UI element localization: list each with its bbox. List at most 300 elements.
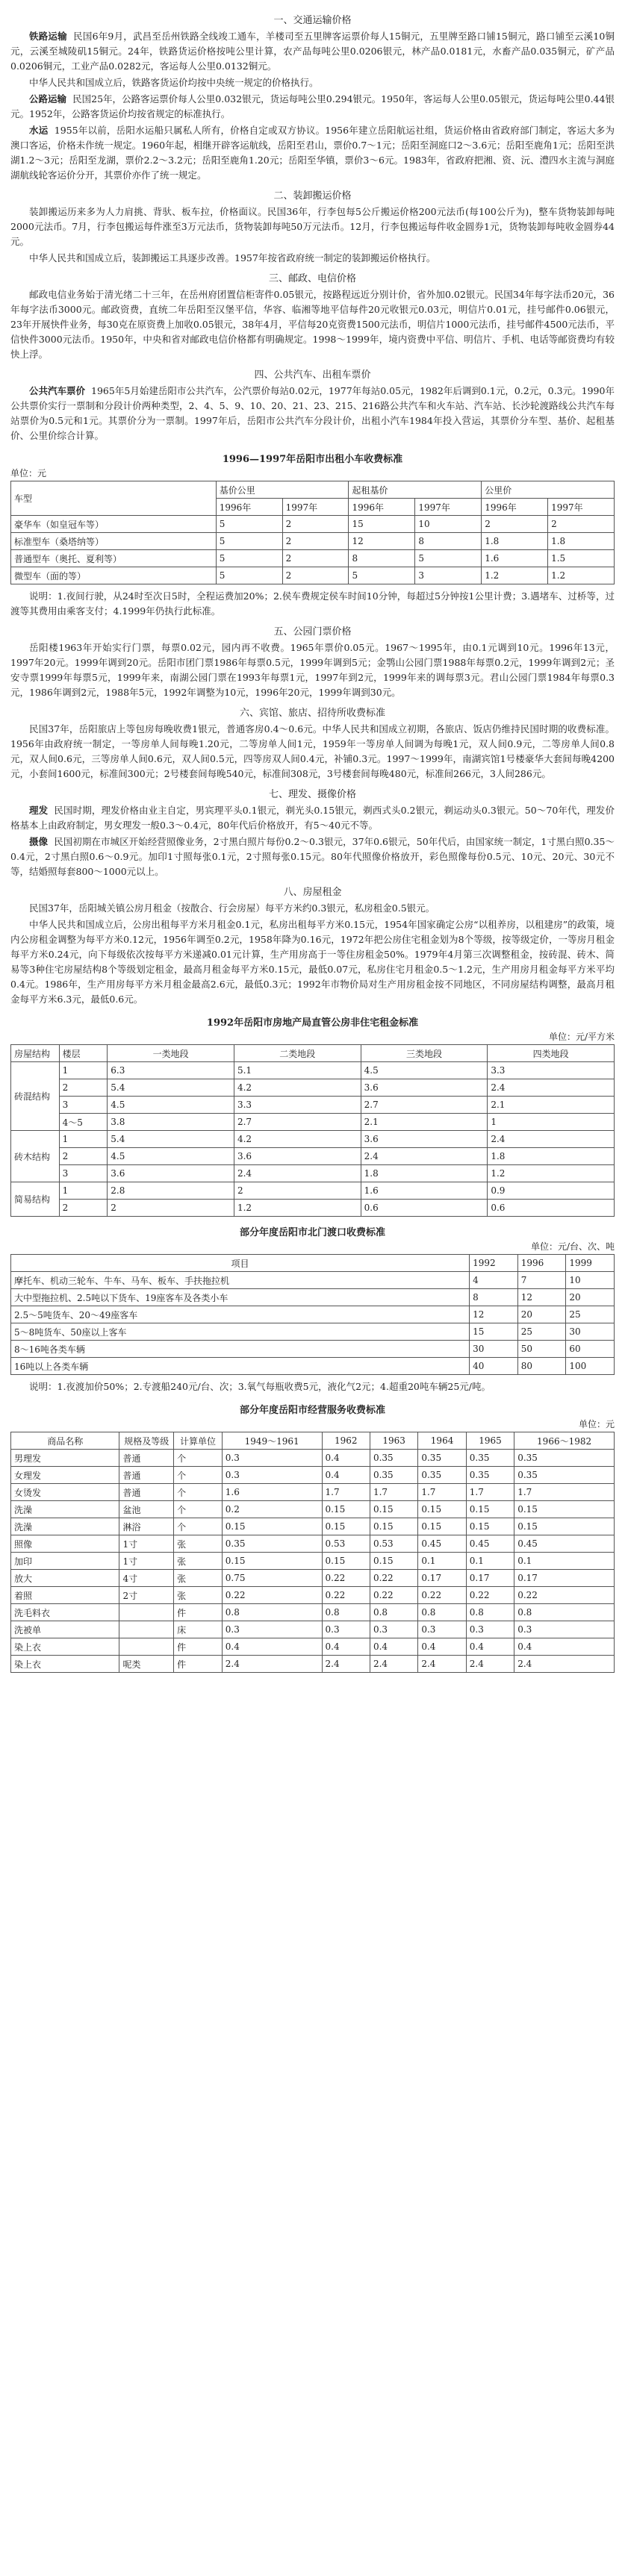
table-cell: 1寸: [119, 1535, 174, 1553]
table-cell: 0.53: [322, 1535, 370, 1553]
header-cell: 1999: [566, 1255, 615, 1272]
table-cell: 床: [174, 1621, 223, 1638]
table-cell: 0.15: [370, 1518, 417, 1535]
header-cell: 1996年: [482, 499, 548, 516]
table-row: [11, 1535, 615, 1553]
header-cell: 二类地段: [234, 1045, 361, 1062]
table-cell: 0.4: [322, 1450, 370, 1467]
table-cell: 0.35: [514, 1467, 615, 1484]
taxi-table-note: 说明：1.夜间行驶，从24时至次日5时，全程运费加20%；2.侯车费规定侯车时间10分钟，每超过5分钟按1公里计费；3.遇堵车、过桥等，过渡等其费用由乘客支付；4.1999年仍执行此标准。: [10, 590, 615, 617]
paragraph-lead: 摄像: [29, 836, 49, 847]
table-cell: 1: [59, 1131, 108, 1148]
header-cell: 基价公里: [216, 481, 349, 499]
table-cell: 染上衣: [11, 1638, 119, 1656]
table-cell: 4: [470, 1272, 518, 1289]
paragraph-lead: 公路运输: [29, 93, 67, 105]
table-cell: 5: [349, 567, 415, 584]
table-cell: 0.4: [418, 1638, 466, 1656]
table-row: [11, 1621, 615, 1638]
table-cell: 4.5: [108, 1097, 234, 1114]
table-row: [11, 1200, 615, 1217]
table-cell: 15: [470, 1323, 518, 1341]
ferry-table: [10, 1254, 615, 1375]
table-cell: 1.7: [322, 1484, 370, 1501]
header-cell: 1992: [470, 1255, 518, 1272]
table-cell: 40: [470, 1358, 518, 1375]
table-cell: 0.3: [322, 1621, 370, 1638]
table-cell: 0.45: [418, 1535, 466, 1553]
table-cell: 0.4: [466, 1638, 514, 1656]
table-cell: 0.17: [418, 1570, 466, 1587]
table-cell: [119, 1604, 174, 1621]
table-cell: 5～8吨货车、50座以上客车: [11, 1323, 470, 1341]
table-cell: 0.3: [370, 1621, 417, 1638]
table-cell: 3: [59, 1165, 108, 1182]
table-cell: 2寸: [119, 1587, 174, 1604]
table-cell: 50: [517, 1341, 566, 1358]
table-row: [11, 1518, 615, 1535]
table-cell: 0.45: [514, 1535, 615, 1553]
table-cell: 0.35: [466, 1467, 514, 1484]
table-cell: 1.7: [514, 1484, 615, 1501]
table-row: [11, 1501, 615, 1518]
table-cell: 1.2: [482, 567, 548, 584]
table-cell: 2: [59, 1148, 108, 1165]
table-row: [11, 1306, 615, 1323]
table-cell: 3: [59, 1097, 108, 1114]
table-row: [11, 550, 615, 567]
header-cell: 1996年: [216, 499, 282, 516]
table-cell: 普通: [119, 1450, 174, 1467]
table-row: [11, 1358, 615, 1375]
table-cell: 0.1: [466, 1553, 514, 1570]
table-cell: 2: [282, 550, 349, 567]
table-cell: 0.22: [370, 1570, 417, 1587]
table-header-row: [11, 481, 615, 499]
table-cell: 0.15: [514, 1501, 615, 1518]
table-cell: 3.6: [108, 1165, 234, 1182]
table-cell: 件: [174, 1656, 223, 1673]
header-cell: 1965: [466, 1432, 514, 1450]
table-cell: 2: [59, 1079, 108, 1097]
table-cell: 0.4: [514, 1638, 615, 1656]
table-cell: 0.15: [466, 1518, 514, 1535]
table-cell: 8: [415, 533, 482, 550]
table-cell: 淋浴: [119, 1518, 174, 1535]
table-cell: 5: [415, 550, 482, 567]
paragraph: [10, 803, 615, 833]
table-header-row: [11, 1255, 615, 1272]
table-cell: 0.35: [222, 1535, 322, 1553]
service-table: [10, 1432, 615, 1673]
table-row: [11, 1079, 615, 1097]
table-cell: 女烫发: [11, 1484, 119, 1501]
paragraph-lead: 公共汽车票价: [29, 385, 86, 396]
table-cell: 0.35: [370, 1450, 417, 1467]
paragraph: [10, 205, 615, 249]
table-cell: 0.8: [466, 1604, 514, 1621]
table-row: [11, 1467, 615, 1484]
table-row: [11, 533, 615, 550]
paragraph: [10, 835, 615, 879]
table-cell: 1.6: [482, 550, 548, 567]
table-cell: 摩托车、机动三轮车、牛车、马车、板车、手扶拖拉机: [11, 1272, 470, 1289]
table-cell: 3.3: [234, 1097, 361, 1114]
header-cell: 1964: [418, 1432, 466, 1450]
table-cell: 0.35: [466, 1450, 514, 1467]
paragraph: [10, 29, 615, 74]
table-cell: 16吨以上各类车辆: [11, 1358, 470, 1375]
table-cell: 1.6: [222, 1484, 322, 1501]
table-cell: 10: [566, 1272, 615, 1289]
table-cell: 2.4: [488, 1079, 615, 1097]
header-cell: 一类地段: [108, 1045, 234, 1062]
table-row: [11, 1656, 615, 1673]
table-cell: 2.4: [370, 1656, 417, 1673]
paragraph-text: 岳阳楼1963年开始实行门票，每票0.02元，园内再不收费。1965年票价0.05元。1967～1995年，由0.1元调到10元。1996年13元，1997年20元。1999年调到20元。岳阳市团门票1986年每票0.5元，1999年调到5元；金鹗山公园门票1988年每票0.2元，1999年调到2元；圣安寺票1999年每票5元，1999年来，南湖公园门票在1993年每票1元，1997年到2元，1999年来的调每票3元。君山公园门票1984年每票0.3元，1986年调到2元，1988年5元，1992年调整为10元，1996年20元，1999年调到30元。: [10, 642, 615, 698]
table-row: [11, 1182, 615, 1200]
table-cell: 0.8: [370, 1604, 417, 1621]
table-row: [11, 1323, 615, 1341]
section-heading: 七、理发、摄像价格: [268, 789, 356, 800]
table-cell: 洗被单: [11, 1621, 119, 1638]
table-row: [11, 1289, 615, 1306]
table-cell: 12: [470, 1306, 518, 1323]
rent-table-title: 1992年岳阳市房地产局直管公房非住宅租金标准: [206, 1017, 419, 1029]
paragraph-text: 1965年5月始建岳阳市公共汽车，公汽票价每站0.02元，1977年每站0.05元，1982年后调到0.1元，0.2元，0.3元。1990年公共票价实行一票制和分段计价两种类型，2、4、5、9、10、20、21、23、215、216路公共汽车和火车站、汽车站、长沙轮渡路线公共汽车每站票价为0.5元和1元。其票价分为一票制。1997年后，岳阳市公共汽车分段计价，出租小汽车1984年投入营运，其票价分车型、基价、起租基价、公里价综合计算。: [10, 385, 615, 441]
section-heading: 五、公园门票价格: [273, 626, 352, 637]
table-cell: 3.6: [361, 1131, 488, 1148]
header-cell: 四类地段: [488, 1045, 615, 1062]
table-cell: 2: [282, 533, 349, 550]
table-cell: 2: [59, 1200, 108, 1217]
table-cell: 3: [415, 567, 482, 584]
table-row: [11, 1450, 615, 1467]
paragraph: [10, 384, 615, 443]
table-cell: 砖混结构: [11, 1062, 60, 1131]
table-cell: 个: [174, 1450, 223, 1467]
rent-table-unit: 单位：元/平方米: [548, 1032, 615, 1042]
table-cell: 1.7: [370, 1484, 417, 1501]
table-cell: 0.22: [418, 1587, 466, 1604]
table-cell: 2: [234, 1182, 361, 1200]
table-cell: 60: [566, 1341, 615, 1358]
header-cell: 1949～1961: [222, 1432, 322, 1450]
table-cell: 0.17: [514, 1570, 615, 1587]
table-row: [11, 1165, 615, 1182]
table-cell: 15: [349, 516, 415, 533]
taxi-table-title: 1996—1997年岳阳市出租小车收费标准: [222, 454, 403, 465]
table-cell: [119, 1638, 174, 1656]
table-cell: 5: [216, 550, 282, 567]
table-cell: 1.8: [488, 1148, 615, 1165]
paragraph-text: 民国初期在市城区开始经营照像业务，2寸黑白照片每份0.2～0.3银元，37年0.6银元，50年代后，由国家统一制定，1寸黑白照0.35～0.4元，2寸黑白照0.6～0.9元。加印1寸照每张0.1元，2寸照每张0.15元。80年代照像价格放开，彩色照像每份0.5元、10元、20元、30元不等，结婚照每套800～1000元以上。: [10, 836, 615, 877]
paragraph: [10, 640, 615, 700]
table-cell: 0.3: [466, 1621, 514, 1638]
table-cell: 2.7: [234, 1114, 361, 1131]
header-cell: 1997年: [548, 499, 615, 516]
table-cell: 洗澡: [11, 1501, 119, 1518]
table-row: [11, 1484, 615, 1501]
table-cell: 0.17: [466, 1570, 514, 1587]
paragraph-text: 中华人民共和国成立后，铁路客货运价均按中央统一规定的价格执行。: [29, 77, 319, 88]
paragraph-text: 中华人民共和国成立后，公房出租每平方米月租金0.1元，私房出租每平方米0.15元，1954年国家确定公房“以租养房，以租建房”的政策，境内公房租金调整为每平方米0.12元，1956年调至0.2元，1958年降为0.16元，1972年把公房住宅租金划为8个等级，按等级定价，一等房月租金每平方米0.24元，向下每级依次按每平方米递减0.01元计算，生产用房高于一等住房租金50%。1979年4月第三次调整租金，按砖混、砖木、简易等3种住宅房屋结构8个等级划定租金，最高月租金每平方米0.15元，最低0.07元，私房住宅月租金0.5～1.2元，生产用房月租金每平方米平均0.4元。1986年，生产用房每平方米月租金最高2.6元，最低0.3元；1992年市物价局对生产用房租金按不同地区，不同房屋结构调整，最高月租金每平方米6.3元，最低0.6元。: [10, 919, 615, 1005]
header-cell: 1997年: [282, 499, 349, 516]
header-cell: 房屋结构: [11, 1045, 60, 1062]
table-cell: 0.15: [370, 1501, 417, 1518]
table-cell: 0.15: [418, 1518, 466, 1535]
table-cell: 砖木结构: [11, 1131, 60, 1182]
header-cell: 计算单位: [174, 1432, 223, 1450]
table-cell: 2.5～5吨货车、20～49座客车: [11, 1306, 470, 1323]
taxi-fare-table: [10, 481, 615, 584]
table-cell: 豪华车（如皇冠车等）: [11, 516, 217, 533]
table-cell: 4寸: [119, 1570, 174, 1587]
table-cell: 3.3: [488, 1062, 615, 1079]
table-cell: 男理发: [11, 1450, 119, 1467]
table-cell: 25: [517, 1323, 566, 1341]
table-cell: 0.3: [222, 1467, 322, 1484]
table-cell: 0.4: [322, 1638, 370, 1656]
table-cell: 简易结构: [11, 1182, 60, 1217]
paragraph: [10, 92, 615, 122]
table-cell: 0.3: [222, 1450, 322, 1467]
table-cell: 5: [216, 567, 282, 584]
table-cell: 染上衣: [11, 1656, 119, 1673]
table-cell: 0.6: [488, 1200, 615, 1217]
table-cell: 0.4: [322, 1467, 370, 1484]
service-table-unit: 单位：元: [578, 1419, 615, 1429]
table-cell: 着照: [11, 1587, 119, 1604]
table-cell: 0.22: [466, 1587, 514, 1604]
table-cell: 1.7: [418, 1484, 466, 1501]
paragraph-text: 1955年以前，岳阳水运船只属私人所有，价格自定或双方协议。1956年建立岳阳航运社组，货运价格由省政府部门制定，客运大多为澳口客运，价格未作统一规定。1960年起，相继开辟客运航线，岳阳至君山，票价0.7～1元；岳阳至洞庭口2～3.6元；岳阳至鹿角1元；岳阳至洪湖1.2～3元；岳阳至龙湖，票价2.2～3.2元；岳阳至鹿角1.20元；岳阳至华镇，票价3～6元。1983年，省政府把湘、资、沅、澧四水主流与洞庭湖航线轮客运价分开，其票价亦作了统一规定。: [10, 125, 615, 181]
section-heading: 四、公共汽车、出租车票价: [254, 369, 371, 381]
table-cell: 张: [174, 1535, 223, 1553]
table-cell: 2: [108, 1200, 234, 1217]
table-cell: 0.15: [370, 1553, 417, 1570]
table-cell: 普通型车（奥托、夏利等）: [11, 550, 217, 567]
table-cell: 0.8: [222, 1604, 322, 1621]
table-row: [11, 1062, 615, 1079]
table-cell: 4.2: [234, 1079, 361, 1097]
section-heading: 二、装卸搬运价格: [273, 190, 352, 202]
table-row: [11, 1097, 615, 1114]
table-cell: 7: [517, 1272, 566, 1289]
table-cell: 个: [174, 1518, 223, 1535]
table-cell: 2.4: [488, 1131, 615, 1148]
table-cell: 2.1: [361, 1114, 488, 1131]
table-cell: 2.7: [361, 1097, 488, 1114]
table-cell: 12: [349, 533, 415, 550]
table-row: [11, 567, 615, 584]
table-cell: 0.45: [466, 1535, 514, 1553]
table-cell: 1.2: [548, 567, 615, 584]
table-row: [11, 1341, 615, 1358]
table-cell: 件: [174, 1604, 223, 1621]
table-cell: 2.8: [108, 1182, 234, 1200]
table-cell: 0.22: [222, 1587, 322, 1604]
section-heading: 三、邮政、电信价格: [268, 273, 356, 284]
table-cell: 2: [282, 567, 349, 584]
table-cell: 1: [59, 1182, 108, 1200]
table-row: [11, 1131, 615, 1148]
table-cell: 2.4: [418, 1656, 466, 1673]
paragraph-text: 民国6年9月，武昌至岳州铁路全线竣工通车，羊楼司至五里牌客运票价每人15铜元，五里牌至路口铺15铜元，路口铺至云溪10铜元，云溪至城陵矶15铜元。24年，铁路货运价格按吨公里计算，农产品每吨公里0.0206银元，林产品0.0181元，水畜产品0.035铜元，矿产品0.0206铜元，工业产品0.0282元，客运每人公里0.0132铜元。: [10, 31, 615, 72]
table-cell: 照像: [11, 1535, 119, 1553]
table-cell: 0.8: [514, 1604, 615, 1621]
table-cell: 0.8: [322, 1604, 370, 1621]
paragraph-lead: 理发: [29, 805, 49, 816]
table-cell: 0.35: [370, 1467, 417, 1484]
table-cell: 3.8: [108, 1114, 234, 1131]
section-heading: 一、交通运输价格: [273, 15, 352, 26]
table-cell: 0.3: [418, 1621, 466, 1638]
table-cell: 2.1: [488, 1097, 615, 1114]
table-cell: 件: [174, 1638, 223, 1656]
header-cell: 1962: [322, 1432, 370, 1450]
paragraph: [10, 287, 615, 362]
table-cell: 2: [482, 516, 548, 533]
table-cell: 0.1: [514, 1553, 615, 1570]
table-cell: 100: [566, 1358, 615, 1375]
rent-table: [10, 1044, 615, 1217]
table-cell: 0.4: [222, 1638, 322, 1656]
table-cell: 1.5: [548, 550, 615, 567]
table-cell: 4.5: [108, 1148, 234, 1165]
table-cell: 个: [174, 1484, 223, 1501]
section-heading: 八、房屋租金: [283, 887, 342, 898]
table-cell: 0.75: [222, 1570, 322, 1587]
table-cell: 洗澡: [11, 1518, 119, 1535]
table-header-row: [11, 1045, 615, 1062]
paragraph-text: 民国25年，公路客运票价每人公里0.032银元，货运每吨公里0.294银元。1950年，客运每人公里0.05银元，货运每吨公里0.44银元。1952年，公路客货运价均按省规定的标准执行。: [10, 93, 615, 119]
table-cell: 0.15: [222, 1518, 322, 1535]
table-cell: 5.4: [108, 1131, 234, 1148]
table-cell: 6.3: [108, 1062, 234, 1079]
table-cell: 0.35: [418, 1467, 466, 1484]
ferry-table-unit: 单位：元/台、次、吨: [530, 1241, 615, 1252]
table-cell: 0.35: [418, 1450, 466, 1467]
table-cell: 4～5: [59, 1114, 108, 1131]
ferry-table-note: 说明：1.夜渡加价50%；2.专渡船240元/台、次；3.氧气每瓶收费5元，液化气2元；4.超重20吨车辆25元/吨。: [29, 1381, 491, 1392]
table-cell: 25: [566, 1306, 615, 1323]
table-cell: 1.8: [482, 533, 548, 550]
table-cell: 放大: [11, 1570, 119, 1587]
paragraph-text: 装卸搬运历来多为人力肩挑、背驮、板车拉，价格面议。民国36年，行李包每5公斤搬运价格200元法币(每100公斤为)，整车货物装卸每吨2000元法币。7月，行李包搬运每件涨至3万元法币，货物装卸每吨50万元法币。12月，行李包搬运每件收金圆券1元，货物装卸每吨收金圆券44元。: [10, 206, 615, 247]
table-cell: 20: [517, 1306, 566, 1323]
header-cell: 公里价: [482, 481, 615, 499]
table-cell: 5: [216, 516, 282, 533]
table-row: [11, 1272, 615, 1289]
paragraph-text: 邮政电信业务始于清光绪二十三年，在岳州府团置信柜寄件0.05银元，按路程远近分别计价，省外加0.02银元。民国34年每字法币20元，36年每字法币3000元。邮政资费，直统二年岳阳至汉堡平信，华容、临湘等地平信每件20元收银元0.03元，明信片0.01元，挂号邮件0.06银元，23年开展快件业务，每30克在原资费上加收0.05银元，38年4月，平信每20克资费1500元法币，明信片1000元法币，挂号邮件4500元法币，平信快件3000元法币。1950年，中央和省对邮政电信价格都有明确规定。1998～1999年，境内资费中平信、明信片、手机、电话等邮资费均有较快上浮。: [10, 289, 615, 360]
table-cell: 个: [174, 1467, 223, 1484]
table-cell: 标准型车（桑塔纳等）: [11, 533, 217, 550]
header-cell: 1997年: [415, 499, 482, 516]
table-row: [11, 1148, 615, 1165]
table-cell: 8: [470, 1289, 518, 1306]
table-cell: 2.4: [514, 1656, 615, 1673]
paragraph: [10, 901, 615, 916]
table-cell: 0.15: [322, 1553, 370, 1570]
table-row: [11, 1553, 615, 1570]
table-cell: 20: [566, 1289, 615, 1306]
table-cell: 1: [59, 1062, 108, 1079]
table-cell: 5.4: [108, 1079, 234, 1097]
table-cell: 1.8: [361, 1165, 488, 1182]
table-cell: 0.1: [418, 1553, 466, 1570]
table-cell: 2.4: [466, 1656, 514, 1673]
table-cell: 0.6: [361, 1200, 488, 1217]
table-cell: 80: [517, 1358, 566, 1375]
header-cell: 车型: [11, 481, 217, 516]
header-cell: 1996: [517, 1255, 566, 1272]
paragraph-lead: 铁路运输: [29, 31, 67, 42]
table-cell: 加印: [11, 1553, 119, 1570]
table-cell: 0.22: [370, 1587, 417, 1604]
paragraph: [10, 251, 615, 266]
service-table-title: 部分年度岳阳市经营服务收费标准: [239, 1405, 385, 1416]
header-cell: 商品名称: [11, 1432, 119, 1450]
table-cell: 0.15: [514, 1518, 615, 1535]
header-cell: 项目: [11, 1255, 470, 1272]
paragraph: [10, 75, 615, 90]
table-cell: 0.4: [370, 1638, 417, 1656]
table-cell: 2.4: [322, 1656, 370, 1673]
table-cell: 0.53: [370, 1535, 417, 1553]
paragraph-text: 民国时期，理发价格由业主自定，男宾理平头0.1银元，剃光头0.15银元，剃西式头0.2银元，剃运动头0.3银元。50～70年代，理发价格基本上由政府制定，男女理发一般0.3～0.4元，80年代后价格放开，有5～40元不等。: [10, 805, 615, 831]
table-row: [11, 516, 615, 533]
table-cell: 10: [415, 516, 482, 533]
table-cell: 0.22: [322, 1587, 370, 1604]
table-cell: 张: [174, 1587, 223, 1604]
table-cell: 盆池: [119, 1501, 174, 1518]
table-row: [11, 1570, 615, 1587]
paragraph: [10, 917, 615, 1007]
table-cell: 1.7: [466, 1484, 514, 1501]
table-cell: 4.2: [234, 1131, 361, 1148]
table-cell: 0.15: [466, 1501, 514, 1518]
table-cell: 2: [282, 516, 349, 533]
section-heading: 六、宾馆、旅店、招待所收费标准: [239, 708, 385, 719]
table-cell: 0.9: [488, 1182, 615, 1200]
table-cell: 2.4: [361, 1148, 488, 1165]
header-cell: 1966～1982: [514, 1432, 615, 1450]
table-cell: 0.8: [418, 1604, 466, 1621]
table-cell: 0.15: [322, 1501, 370, 1518]
table-cell: 1.2: [488, 1165, 615, 1182]
table-cell: 女理发: [11, 1467, 119, 1484]
header-cell: 1996年: [349, 499, 415, 516]
table-cell: 0.15: [222, 1553, 322, 1570]
table-cell: [119, 1621, 174, 1638]
table-cell: 2.4: [222, 1656, 322, 1673]
table-cell: 30: [470, 1341, 518, 1358]
table-cell: 0.3: [222, 1621, 322, 1638]
table-cell: 0.22: [322, 1570, 370, 1587]
table-cell: 1: [488, 1114, 615, 1131]
table-cell: 普通: [119, 1484, 174, 1501]
table-cell: 普通: [119, 1467, 174, 1484]
table-cell: 3.6: [361, 1079, 488, 1097]
header-cell: 起租基价: [349, 481, 482, 499]
header-cell: 三类地段: [361, 1045, 488, 1062]
taxi-table-unit: 单位：元: [10, 468, 47, 478]
table-cell: 大中型拖拉机、2.5吨以下货车、19座客车及各类小车: [11, 1289, 470, 1306]
paragraph-text: 民国37年，岳阳旅店上等包房每晚收费1银元，普通客房0.4～0.6元。中华人民共和国成立初期，各旅店、饭店仍维持民国时期的收费标准。1956年由政府统一制定，一等房单人间每晚1.20元，二等房单人间1元，1959年一等房单人间调为每晚1元，双人间0.9元，二等房单人间0.8元，双人间0.6元，三等房单人间0.6元，双人间0.5元，四等房双人间0.4元，补铺0.3元。1997～1999年，南湖宾馆1号楼豪华大套间每晚4200元，小套间1600元，标准间300元；2号楼套间每晚540元，标准间308元，3号楼套间每晚480元，标准间266元，3人间286元。: [10, 723, 615, 779]
paragraph: [10, 722, 615, 782]
table-cell: 1.2: [234, 1200, 361, 1217]
